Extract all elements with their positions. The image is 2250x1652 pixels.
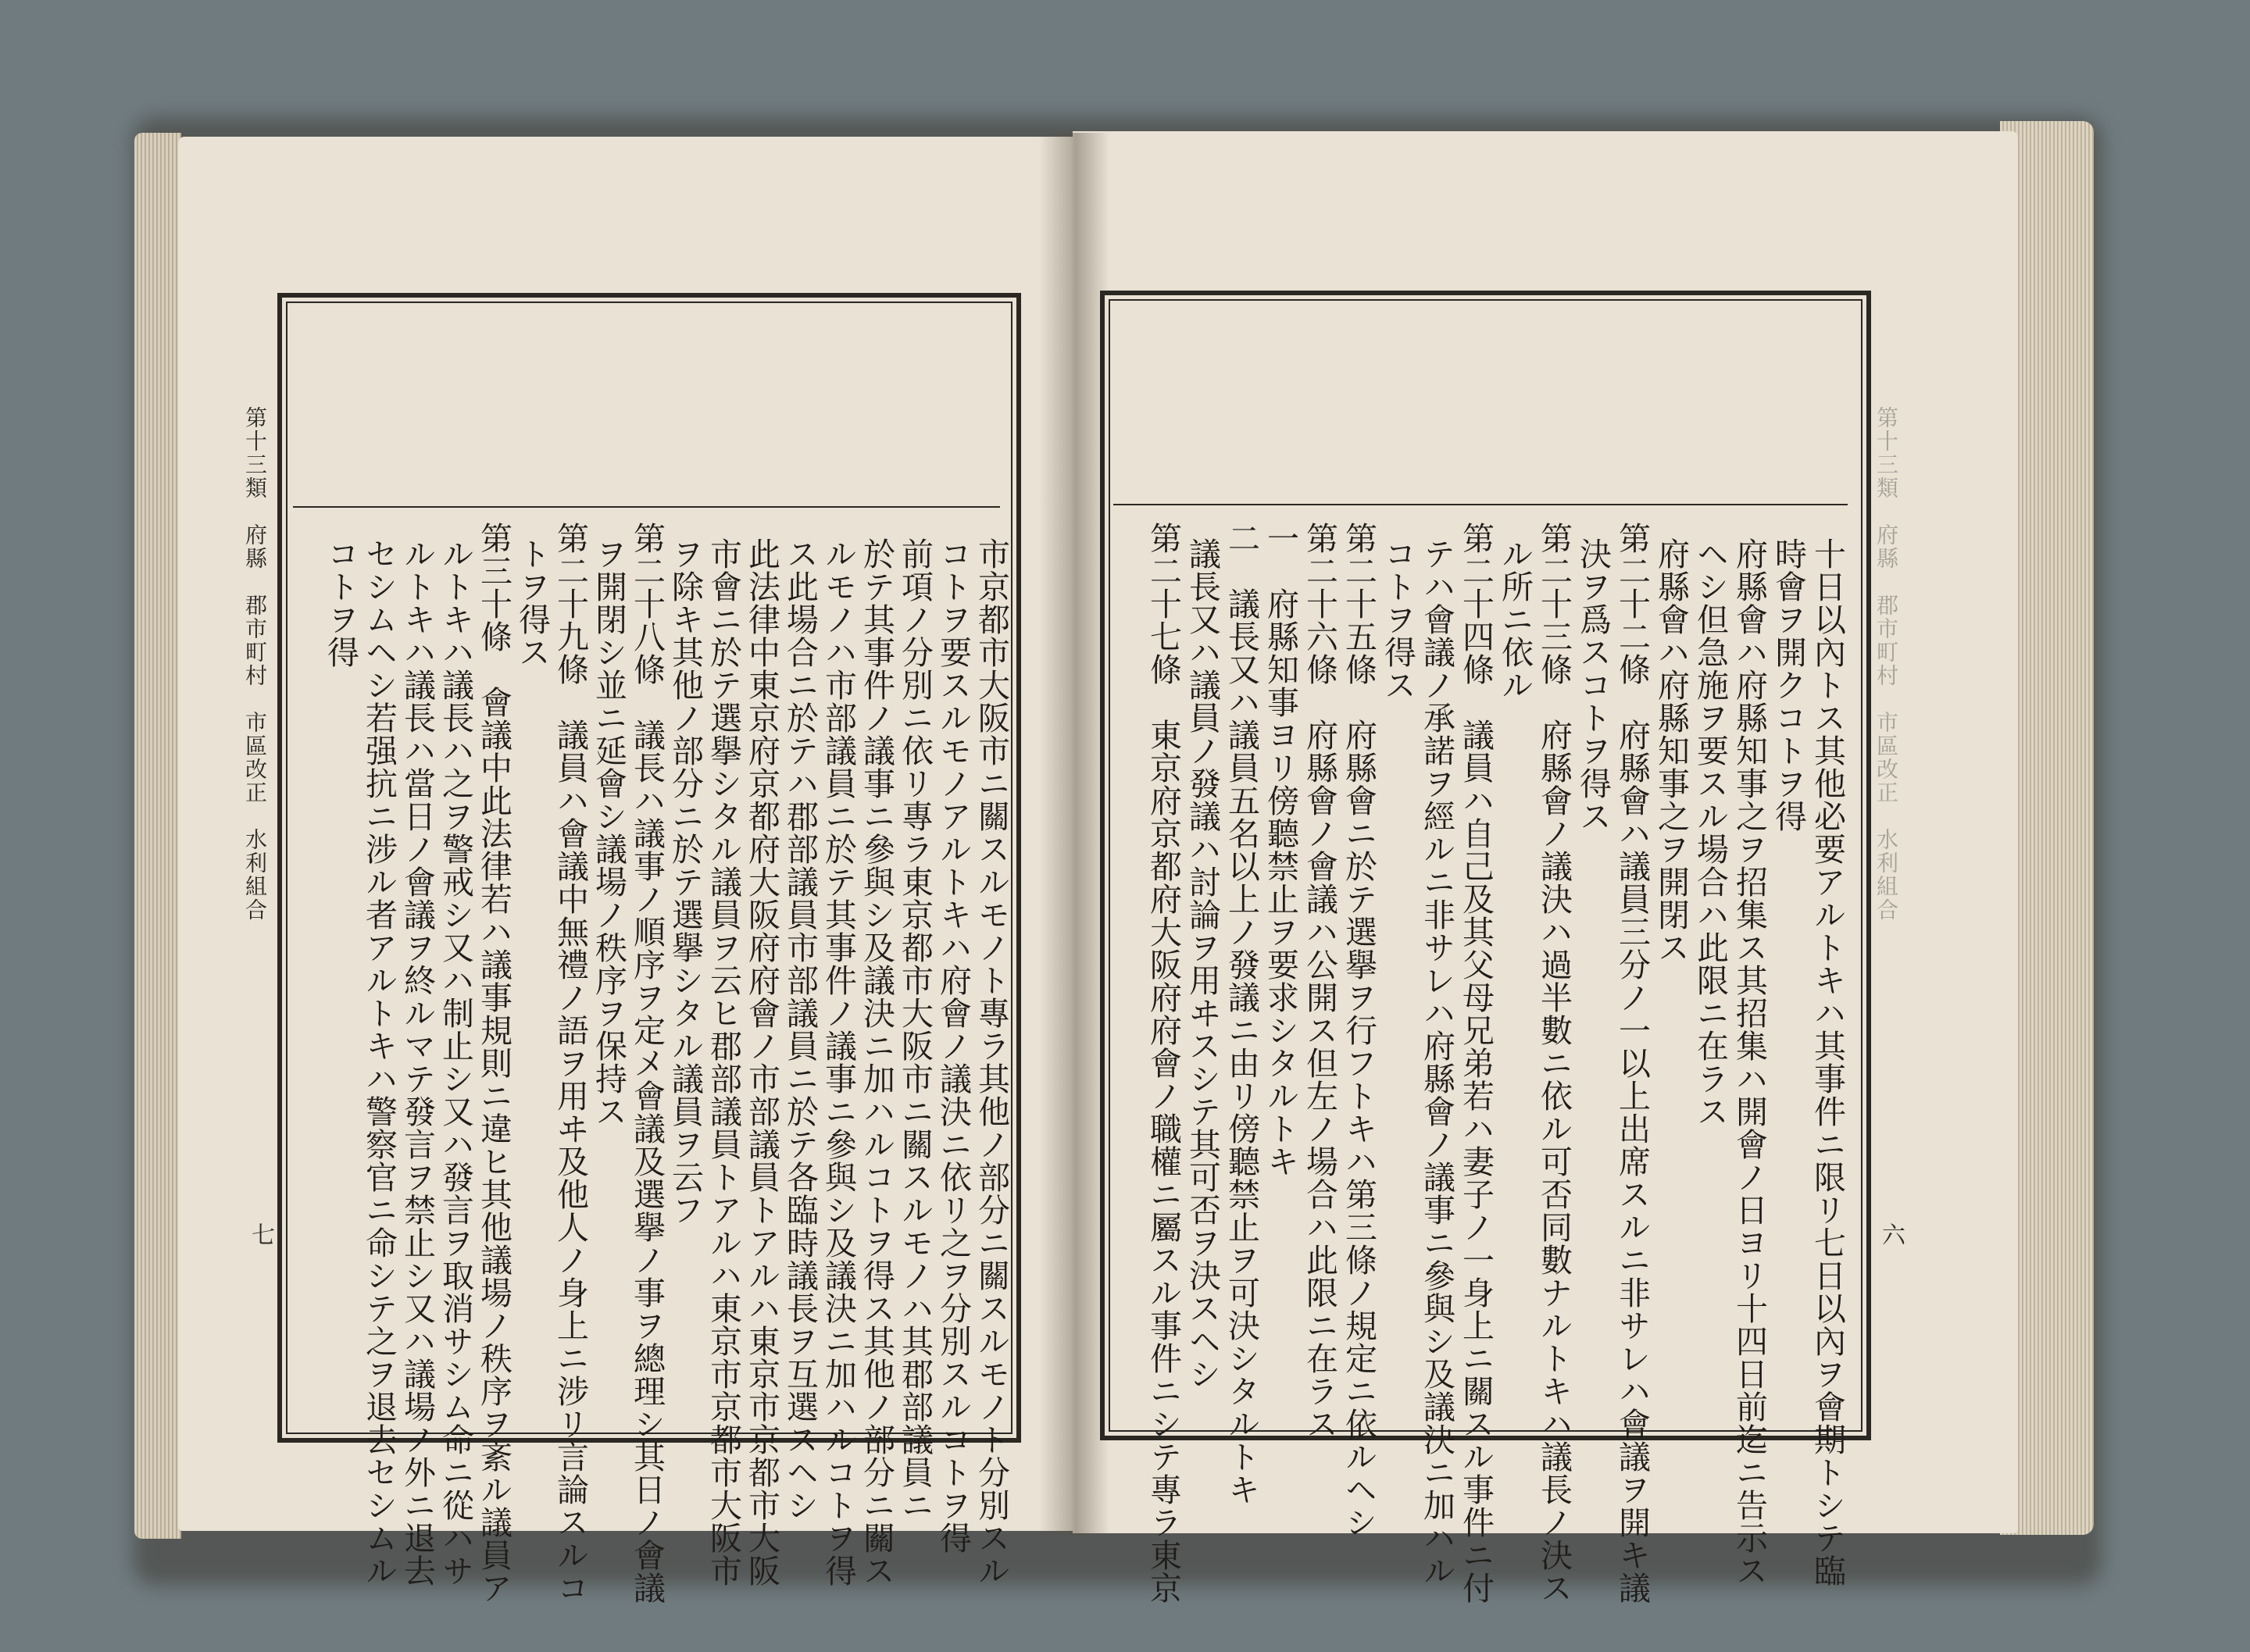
- right-text-column: 第二十七條 東京府京都府大阪府府會ノ職權ニ屬スル事件ニシテ專ラ東京: [1145, 522, 1182, 1604]
- left-text-column: 第三十條 會議中此法律若ハ議事規則ニ違ヒ其他議場ノ秩序ヲ紊ル議員ア: [475, 522, 512, 1604]
- left-running-head: 第十三類 府縣 郡市町村 市區改正 水利組合: [242, 406, 268, 922]
- right-text-column: ヘシ但急施ヲ要スル場合ハ此限ニ在ラス: [1691, 537, 1729, 1128]
- right-text-column: 時會ヲ開クコトヲ得: [1770, 537, 1807, 833]
- right-text-column: 第二十二條 府縣會ハ議員三分ノ一以上出席スルニ非サレハ會議ヲ開キ議: [1613, 522, 1651, 1604]
- right-text-column: 二 議長又ハ議員五名以上ノ發議ニ由リ傍聽禁止ヲ可決シタルトキ: [1223, 522, 1260, 1506]
- right-text-column: 第二十三條 府縣會ノ議決ハ過半數ニ依ル可否同數ナルトキハ議長ノ決ス: [1535, 522, 1573, 1604]
- left-text-column: セシムヘシ若强抗ニ涉ル者アルトキハ警察官ニ命シテ之ヲ退去セシムル: [360, 537, 398, 1587]
- left-text-column: ヲ開閉シ並ニ延會シ議場ノ秩序ヲ保持ス: [590, 537, 627, 1128]
- left-text-column: 此法律中東京府京都府大阪府府會ノ市部議員トアルハ東京市京都市大阪: [743, 537, 780, 1587]
- right-text-column: ル所ニ依ル: [1496, 537, 1534, 701]
- right-header-rule: [1113, 504, 1848, 505]
- right-text-column: 第二十五條 府縣會ニ於テ選擧ヲ行フトキハ第三條ノ規定ニ依ルヘシ: [1340, 522, 1377, 1539]
- right-text-column: 一 府縣知事ヨリ傍聽禁止ヲ要求シタルトキ: [1262, 522, 1299, 1178]
- right-text-column: 第二十六條 府縣會ノ會議ハ公開ス但左ノ場合ハ此限ニ在ラス: [1301, 522, 1338, 1440]
- right-text-column: 府縣會ハ府縣知事之ヲ開閉ス: [1652, 537, 1690, 964]
- right-text-column: 議長又ハ議員ノ發議ハ討論ヲ用ヰスシテ其可否ヲ決スヘシ: [1184, 537, 1221, 1390]
- left-text-column: ス此場合ニ於テハ郡部議員市部議員ニ於テ各臨時議長ヲ互選スヘシ: [781, 537, 819, 1522]
- left-text-column: 於テ其事件ノ議事ニ參與シ及議決ニ加ハルコトヲ得ス其他ノ部分ニ關ス: [858, 537, 895, 1587]
- left-text-column: 市京都市大阪市ニ關スルモノト專ラ其他ノ部分ニ關スルモノト分別スル: [973, 537, 1010, 1587]
- left-text-column: コトヲ得: [322, 537, 359, 669]
- left-text-column: 市會ニ於テ選擧シタル議員ヲ云ヒ郡部議員トアルハ東京市京都市大阪市: [705, 537, 742, 1587]
- left-text-column: 第二十八條 議長ハ議事ノ順序ヲ定メ會議及選擧ノ事ヲ總理シ其日ノ會議: [628, 522, 666, 1604]
- left-text-column: ヲ除キ其他ノ部分ニ於テ選擧シタル議員ヲ云フ: [666, 537, 704, 1226]
- left-text-column: コトヲ要スルモノアルトキハ府會ノ議決ニ依リ之ヲ分別スルコトヲ得: [934, 537, 972, 1554]
- left-text-column: ルトキハ議長ハ之ヲ警戒シ又ハ制止シ又ハ發言ヲ取消サシム命ニ從ハサ: [437, 537, 474, 1587]
- left-text-column: 前項ノ分別ニ依リ專ラ東京都市大阪市ニ關スルモノハ其郡部議員ニ: [896, 537, 934, 1522]
- left-text-column: ルモノハ市部議員ニ於テ其事件ノ議事ニ參與シ及議決ニ加ハルコトヲ得: [820, 537, 857, 1587]
- right-text-column: 府縣會ハ府縣知事之ヲ招集ス其招集ハ開會ノ日ヨリ十四日前迄ニ告示ス: [1730, 537, 1768, 1587]
- right-page-number: 六: [1877, 1222, 1905, 1246]
- left-page-number: 七: [247, 1222, 274, 1246]
- left-text-column: 第二十九條 議員ハ會議中無禮ノ語ヲ用ヰ及他人ノ身上ニ涉リ言論スルコ: [552, 522, 589, 1604]
- page-edges-left: [134, 133, 181, 1539]
- right-text-column: 十日以內トス其他必要アルトキハ其事件ニ限リ七日以內ヲ會期トシテ臨: [1809, 537, 1846, 1587]
- right-text-column: テハ會議ノ承諾ヲ經ルニ非サレハ府縣會ノ議事ニ參與シ及議決ニ加ハル: [1418, 537, 1455, 1587]
- right-text-column: 決ヲ爲スコトヲ得ス: [1574, 537, 1612, 833]
- right-running-head: 第十三類 府縣 郡市町村 市區改正 水利組合: [1873, 406, 1899, 922]
- left-header-rule: [293, 506, 1000, 508]
- right-text-column: コトヲ得ス: [1379, 537, 1416, 701]
- book-gutter: [1039, 133, 1109, 1535]
- left-text-column: トヲ得ス: [513, 537, 551, 669]
- right-text-column: 第二十四條 議員ハ自己及其父母兄弟若ハ妻子ノ一身上ニ關スル事件ニ付: [1457, 522, 1495, 1604]
- left-text-column: ルトキハ議長ハ當日ノ會議ヲ終ルマテ發言ヲ禁止シ又ハ議場ノ外ニ退去: [398, 537, 436, 1587]
